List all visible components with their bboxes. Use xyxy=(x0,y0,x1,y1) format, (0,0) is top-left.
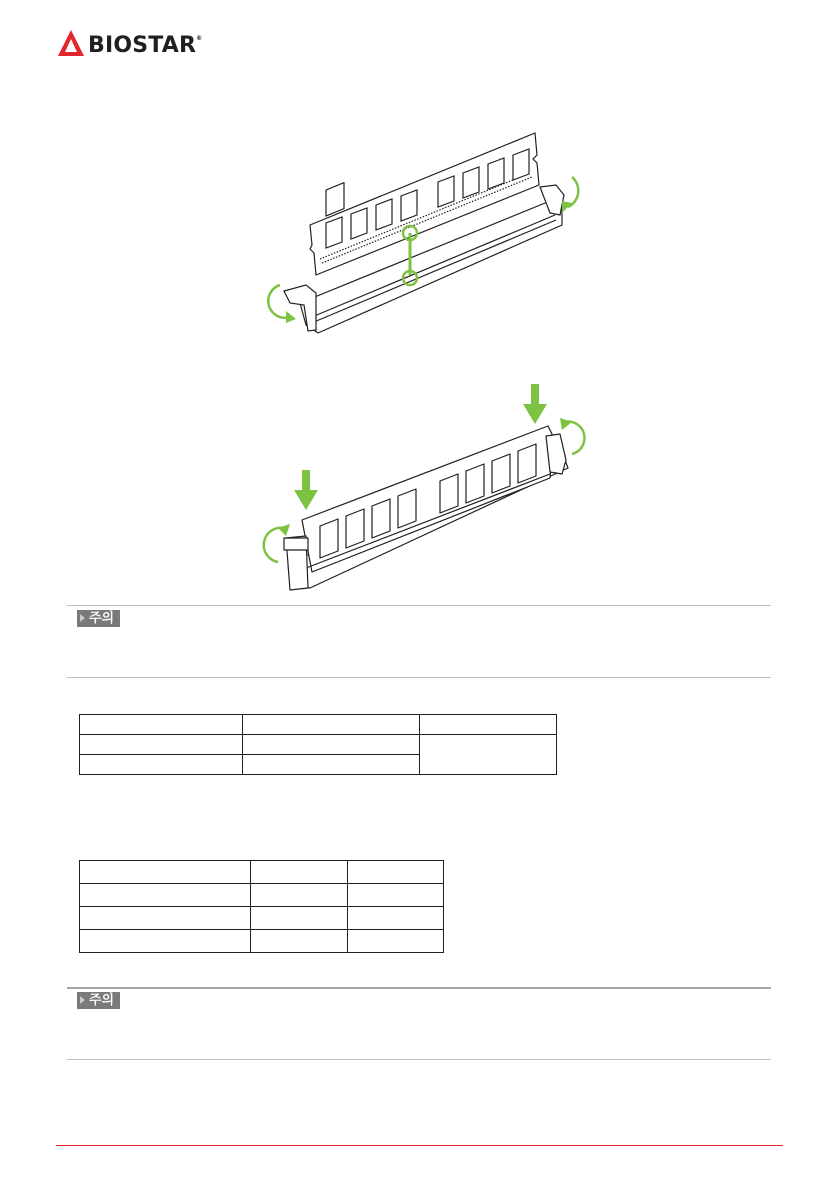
note-1-triangle-icon xyxy=(80,614,85,622)
table-cell xyxy=(80,735,243,755)
table-cell xyxy=(348,861,444,884)
table-row xyxy=(80,930,444,953)
note-1-top-rule xyxy=(67,605,771,606)
note-2-label: 주의 xyxy=(89,993,115,1008)
table-row xyxy=(80,884,444,907)
brand-logo xyxy=(56,28,203,60)
table-cell xyxy=(243,735,420,755)
dimm-alignment-figure xyxy=(250,125,590,340)
brand-wordmark: BIOSTAR® xyxy=(88,33,203,58)
table-cell xyxy=(348,884,444,907)
table-cell xyxy=(80,884,251,907)
table-row xyxy=(80,861,444,884)
note-2-bottom-rule xyxy=(67,1059,771,1060)
note-1-badge xyxy=(77,610,120,627)
table-cell xyxy=(420,735,557,775)
table-cell xyxy=(348,907,444,930)
table-cell xyxy=(251,907,348,930)
memory-table-2 xyxy=(79,860,444,953)
table-cell xyxy=(80,715,243,735)
table-cell xyxy=(80,861,251,884)
note-2-triangle-icon xyxy=(80,996,85,1004)
table-row xyxy=(80,735,557,755)
memory-table-1 xyxy=(79,714,557,775)
table-cell xyxy=(251,861,348,884)
table-cell xyxy=(80,755,243,775)
note-1-bottom-rule xyxy=(67,677,771,678)
table-cell xyxy=(251,884,348,907)
footer-rule xyxy=(56,1145,783,1146)
table-cell xyxy=(251,930,348,953)
table-row xyxy=(80,907,444,930)
note-2-badge xyxy=(77,992,120,1009)
biostar-logo-icon xyxy=(56,28,86,58)
dimm-insertion-figure xyxy=(250,378,590,600)
table-cell xyxy=(80,930,251,953)
note-2-top-rule xyxy=(67,987,771,989)
table-cell xyxy=(420,715,557,735)
table-cell xyxy=(348,930,444,953)
table-row xyxy=(80,715,557,735)
table-cell xyxy=(243,755,420,775)
table-cell xyxy=(243,715,420,735)
table-cell xyxy=(80,907,251,930)
note-1-label: 주의 xyxy=(89,611,115,626)
